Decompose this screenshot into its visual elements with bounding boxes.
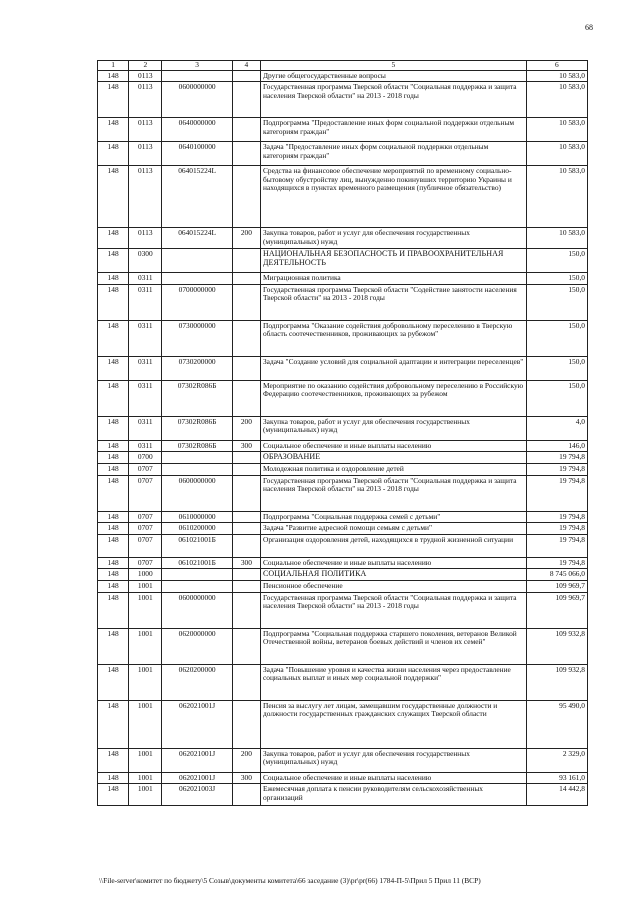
cell-ministry-code: 148 xyxy=(98,228,129,249)
cell-target-article: 061021001Б xyxy=(162,557,232,569)
cell-target-article: 0730000000 xyxy=(162,320,232,356)
cell-amount: 14 442,8 xyxy=(526,784,587,806)
cell-amount: 109 932,8 xyxy=(526,628,587,664)
cell-expense-type xyxy=(232,356,260,380)
cell-section-code: 1001 xyxy=(129,784,162,806)
cell-expense-type: 300 xyxy=(232,772,260,784)
cell-amount: 109 969,7 xyxy=(526,580,587,592)
cell-ministry-code: 148 xyxy=(98,166,129,228)
cell-section-code: 0311 xyxy=(129,356,162,380)
cell-section-code: 0700 xyxy=(129,452,162,464)
cell-section-code: 1001 xyxy=(129,628,162,664)
cell-amount: 19 794,8 xyxy=(526,534,587,557)
cell-ministry-code: 148 xyxy=(98,320,129,356)
cell-ministry-code: 148 xyxy=(98,82,129,118)
table-row xyxy=(98,569,588,581)
cell-amount: 19 794,8 xyxy=(526,557,587,569)
cell-target-article: 0600000000 xyxy=(162,592,232,628)
cell-description: ОБРАЗОВАНИЕ xyxy=(260,452,526,464)
cell-section-code: 0707 xyxy=(129,475,162,511)
cell-ministry-code: 148 xyxy=(98,463,129,475)
cell-target-article: 0610000000 xyxy=(162,511,232,523)
cell-section-code: 0707 xyxy=(129,523,162,535)
cell-expense-type xyxy=(232,534,260,557)
cell-ministry-code: 148 xyxy=(98,628,129,664)
cell-ministry-code: 148 xyxy=(98,452,129,464)
cell-description: Средства на финансовое обеспечение мероприятий по временному социально-бытовому обустройству лиц, вынужденно покинувших территорию Украины и находящихся в пунктах временного размещения (публичное обязательство) xyxy=(260,166,526,228)
cell-expense-type xyxy=(232,166,260,228)
cell-target-article xyxy=(162,249,232,273)
cell-ministry-code: 148 xyxy=(98,356,129,380)
cell-expense-type xyxy=(232,700,260,748)
cell-target-article: 0700000000 xyxy=(162,284,232,320)
table-row xyxy=(98,284,588,320)
cell-amount: 150,0 xyxy=(526,284,587,320)
cell-ministry-code: 148 xyxy=(98,284,129,320)
cell-section-code: 0113 xyxy=(129,118,162,142)
cell-ministry-code: 148 xyxy=(98,748,129,772)
cell-target-article: 062021001J xyxy=(162,772,232,784)
table-row xyxy=(98,320,588,356)
cell-section-code: 1001 xyxy=(129,772,162,784)
column-header-2: 2 xyxy=(129,61,162,71)
cell-ministry-code: 148 xyxy=(98,511,129,523)
table-row xyxy=(98,534,588,557)
cell-section-code: 0311 xyxy=(129,320,162,356)
cell-description: Организация оздоровления детей, находящихся в трудной жизненной ситуации xyxy=(260,534,526,557)
cell-target-article: 064015224L xyxy=(162,228,232,249)
cell-ministry-code: 148 xyxy=(98,557,129,569)
cell-section-code: 1001 xyxy=(129,700,162,748)
cell-section-code: 0113 xyxy=(129,228,162,249)
cell-amount: 10 583,0 xyxy=(526,142,587,166)
cell-amount: 95 490,0 xyxy=(526,700,587,748)
cell-section-code: 0311 xyxy=(129,380,162,416)
column-header-1: 1 xyxy=(98,61,129,71)
budget-table xyxy=(97,60,588,806)
cell-description: Задача "Предоставление иных форм социальной поддержки отдельным категориям граждан" xyxy=(260,142,526,166)
cell-target-article: 07302R086Б xyxy=(162,380,232,416)
cell-ministry-code: 148 xyxy=(98,664,129,700)
cell-ministry-code: 148 xyxy=(98,416,129,440)
cell-description: Государственная программа Тверской области "Социальная поддержка и защита населения Тверской области" на 2013 - 2018 годы xyxy=(260,592,526,628)
table-row xyxy=(98,700,588,748)
cell-description: Закупка товаров, работ и услуг для обеспечения государственных (муниципальных) нужд xyxy=(260,228,526,249)
cell-target-article: 07302R086Б xyxy=(162,440,232,452)
cell-section-code: 1000 xyxy=(129,569,162,581)
cell-ministry-code: 148 xyxy=(98,580,129,592)
table-row xyxy=(98,664,588,700)
table-row xyxy=(98,592,588,628)
cell-description: Социальное обеспечение и иные выплаты населению xyxy=(260,772,526,784)
cell-description: Задача "Создание условий для социальной адаптации и интеграции переселенцев" xyxy=(260,356,526,380)
table-row xyxy=(98,772,588,784)
cell-target-article: 0640100000 xyxy=(162,142,232,166)
cell-ministry-code: 148 xyxy=(98,70,129,82)
cell-ministry-code: 148 xyxy=(98,380,129,416)
cell-ministry-code: 148 xyxy=(98,118,129,142)
cell-expense-type xyxy=(232,249,260,273)
table-row xyxy=(98,557,588,569)
table-header-row xyxy=(98,61,588,71)
cell-amount: 10 583,0 xyxy=(526,82,587,118)
cell-description: Подпрограмма "Предоставление иных форм социальной поддержки отдельным категориям граждан" xyxy=(260,118,526,142)
cell-target-article: 0620000000 xyxy=(162,628,232,664)
cell-ministry-code: 148 xyxy=(98,523,129,535)
table-row xyxy=(98,142,588,166)
cell-description: Задача "Повышение уровня и качества жизни населения через предоставление социальных выплат и иных мер социальной поддержки" xyxy=(260,664,526,700)
column-header-3: 3 xyxy=(162,61,232,71)
table-row xyxy=(98,511,588,523)
cell-section-code: 0311 xyxy=(129,273,162,285)
cell-amount: 19 794,8 xyxy=(526,452,587,464)
table-row xyxy=(98,118,588,142)
cell-amount: 109 969,7 xyxy=(526,592,587,628)
cell-description: Пенсионное обеспечение xyxy=(260,580,526,592)
cell-description: Государственная программа Тверской области "Социальная поддержка и защита населения Тверской области" на 2013 - 2018 годы xyxy=(260,82,526,118)
cell-target-article xyxy=(162,463,232,475)
table-row xyxy=(98,228,588,249)
cell-expense-type: 300 xyxy=(232,557,260,569)
cell-description: Пенсия за выслугу лет лицам, замещавшим государственные должности и должности государственных гражданских служащих Тверской области xyxy=(260,700,526,748)
cell-expense-type: 200 xyxy=(232,748,260,772)
cell-target-article xyxy=(162,452,232,464)
cell-ministry-code: 148 xyxy=(98,569,129,581)
cell-description: Социальное обеспечение и иные выплаты населению xyxy=(260,557,526,569)
cell-target-article xyxy=(162,569,232,581)
cell-description: Закупка товаров, работ и услуг для обеспечения государственных (муниципальных) нужд xyxy=(260,416,526,440)
cell-amount: 10 583,0 xyxy=(526,118,587,142)
cell-description: НАЦИОНАЛЬНАЯ БЕЗОПАСНОСТЬ И ПРАВООХРАНИТЕЛЬНАЯ ДЕЯТЕЛЬНОСТЬ xyxy=(260,249,526,273)
table-row xyxy=(98,82,588,118)
cell-expense-type xyxy=(232,592,260,628)
cell-description: Ежемесячная доплата к пенсии руководителям сельскохозяйственных организаций xyxy=(260,784,526,806)
cell-amount: 8 745 066,0 xyxy=(526,569,587,581)
cell-expense-type xyxy=(232,475,260,511)
cell-amount: 150,0 xyxy=(526,273,587,285)
cell-ministry-code: 148 xyxy=(98,475,129,511)
cell-section-code: 0707 xyxy=(129,463,162,475)
cell-expense-type xyxy=(232,569,260,581)
cell-section-code: 0113 xyxy=(129,82,162,118)
table-row xyxy=(98,580,588,592)
cell-amount: 150,0 xyxy=(526,249,587,273)
table-row xyxy=(98,784,588,806)
cell-description: СОЦИАЛЬНАЯ ПОЛИТИКА xyxy=(260,569,526,581)
cell-expense-type xyxy=(232,284,260,320)
cell-expense-type xyxy=(232,628,260,664)
cell-description: Социальное обеспечение и иные выплаты населению xyxy=(260,440,526,452)
cell-description: Государственная программа Тверской области "Социальная поддержка и защита населения Тверской области" на 2013 - 2018 годы xyxy=(260,475,526,511)
cell-section-code: 0113 xyxy=(129,142,162,166)
cell-section-code: 1001 xyxy=(129,664,162,700)
cell-expense-type: 200 xyxy=(232,228,260,249)
cell-expense-type xyxy=(232,523,260,535)
cell-amount: 93 161,0 xyxy=(526,772,587,784)
cell-section-code: 0707 xyxy=(129,534,162,557)
cell-ministry-code: 148 xyxy=(98,142,129,166)
cell-target-article xyxy=(162,70,232,82)
column-header-4: 4 xyxy=(232,61,260,71)
cell-expense-type xyxy=(232,452,260,464)
cell-section-code: 0311 xyxy=(129,284,162,320)
cell-section-code: 0113 xyxy=(129,166,162,228)
cell-amount: 19 794,8 xyxy=(526,523,587,535)
cell-expense-type xyxy=(232,70,260,82)
table-row xyxy=(98,416,588,440)
column-header-6: 6 xyxy=(526,61,587,71)
cell-expense-type xyxy=(232,664,260,700)
cell-description: Государственная программа Тверской области "Содействие занятости населения Тверской области" на 2013 - 2018 годы xyxy=(260,284,526,320)
cell-section-code: 1001 xyxy=(129,748,162,772)
cell-ministry-code: 148 xyxy=(98,440,129,452)
cell-target-article: 0730200000 xyxy=(162,356,232,380)
cell-target-article: 062021001J xyxy=(162,748,232,772)
table-row xyxy=(98,523,588,535)
footer-file-path: \\File-server\комитет по бюджету\5 Созыв\документы комитета\66 заседание (3)\pr\pr(66) 1784-П-5\Прил 5 Прил 11 (ВСР) xyxy=(99,876,481,885)
cell-ministry-code: 148 xyxy=(98,772,129,784)
cell-expense-type: 300 xyxy=(232,440,260,452)
table-row xyxy=(98,380,588,416)
cell-section-code: 0707 xyxy=(129,557,162,569)
table-row xyxy=(98,70,588,82)
cell-target-article: 07302R086Б xyxy=(162,416,232,440)
cell-section-code: 0300 xyxy=(129,249,162,273)
table-row xyxy=(98,452,588,464)
table-row xyxy=(98,628,588,664)
cell-amount: 19 794,8 xyxy=(526,511,587,523)
cell-target-article: 062021003J xyxy=(162,784,232,806)
cell-description: Мероприятие по оказанию содействия добровольному переселению в Российскую Федерацию соотечественников, проживающих за рубежом xyxy=(260,380,526,416)
cell-target-article xyxy=(162,580,232,592)
table-row xyxy=(98,440,588,452)
cell-description: Подпрограмма "Социальная поддержка семей с детьми" xyxy=(260,511,526,523)
page-number: 68 xyxy=(585,23,593,32)
cell-description: Другие общегосударственные вопросы xyxy=(260,70,526,82)
cell-ministry-code: 148 xyxy=(98,249,129,273)
cell-expense-type xyxy=(232,784,260,806)
cell-description: Задача "Развитие адресной помощи семьям с детьми" xyxy=(260,523,526,535)
cell-section-code: 1001 xyxy=(129,580,162,592)
cell-expense-type xyxy=(232,380,260,416)
table-row xyxy=(98,475,588,511)
cell-expense-type xyxy=(232,580,260,592)
column-header-5: 5 xyxy=(260,61,526,71)
cell-section-code: 0113 xyxy=(129,70,162,82)
cell-expense-type xyxy=(232,118,260,142)
cell-target-article: 0610200000 xyxy=(162,523,232,535)
cell-expense-type xyxy=(232,463,260,475)
cell-ministry-code: 148 xyxy=(98,273,129,285)
cell-target-article: 064015224L xyxy=(162,166,232,228)
table-row xyxy=(98,463,588,475)
cell-amount: 150,0 xyxy=(526,356,587,380)
cell-expense-type: 200 xyxy=(232,416,260,440)
cell-amount: 109 932,8 xyxy=(526,664,587,700)
cell-amount: 19 794,8 xyxy=(526,463,587,475)
cell-description: Закупка товаров, работ и услуг для обеспечения государственных (муниципальных) нужд xyxy=(260,748,526,772)
cell-expense-type xyxy=(232,142,260,166)
cell-section-code: 0311 xyxy=(129,440,162,452)
cell-target-article: 0620200000 xyxy=(162,664,232,700)
cell-ministry-code: 148 xyxy=(98,534,129,557)
cell-target-article: 0640000000 xyxy=(162,118,232,142)
cell-amount: 10 583,0 xyxy=(526,70,587,82)
table-body xyxy=(98,70,588,806)
cell-description: Молодежная политика и оздоровление детей xyxy=(260,463,526,475)
cell-target-article xyxy=(162,273,232,285)
cell-section-code: 1001 xyxy=(129,592,162,628)
cell-description: Подпрограмма "Оказание содействия добровольному переселению в Тверскую область соотечественников, проживающих за рубежом" xyxy=(260,320,526,356)
table-row xyxy=(98,356,588,380)
table-row xyxy=(98,273,588,285)
cell-amount: 10 583,0 xyxy=(526,228,587,249)
cell-amount: 10 583,0 xyxy=(526,166,587,228)
cell-amount: 4,0 xyxy=(526,416,587,440)
cell-target-article: 0600000000 xyxy=(162,475,232,511)
cell-expense-type xyxy=(232,511,260,523)
cell-target-article: 061021001Б xyxy=(162,534,232,557)
cell-description: Миграционная политика xyxy=(260,273,526,285)
cell-section-code: 0707 xyxy=(129,511,162,523)
cell-ministry-code: 148 xyxy=(98,784,129,806)
cell-target-article: 0600000000 xyxy=(162,82,232,118)
cell-expense-type xyxy=(232,82,260,118)
cell-amount: 150,0 xyxy=(526,380,587,416)
table-row xyxy=(98,748,588,772)
cell-amount: 146,0 xyxy=(526,440,587,452)
cell-ministry-code: 148 xyxy=(98,592,129,628)
cell-target-article: 062021001J xyxy=(162,700,232,748)
cell-amount: 2 329,0 xyxy=(526,748,587,772)
cell-expense-type xyxy=(232,320,260,356)
cell-amount: 19 794,8 xyxy=(526,475,587,511)
table-row xyxy=(98,166,588,228)
cell-ministry-code: 148 xyxy=(98,700,129,748)
cell-amount: 150,0 xyxy=(526,320,587,356)
cell-expense-type xyxy=(232,273,260,285)
cell-description: Подпрограмма "Социальная поддержка старшего поколения, ветеранов Великой Отечественной войны, ветеранов боевых действий и членов их семей" xyxy=(260,628,526,664)
cell-section-code: 0311 xyxy=(129,416,162,440)
table-row xyxy=(98,249,588,273)
